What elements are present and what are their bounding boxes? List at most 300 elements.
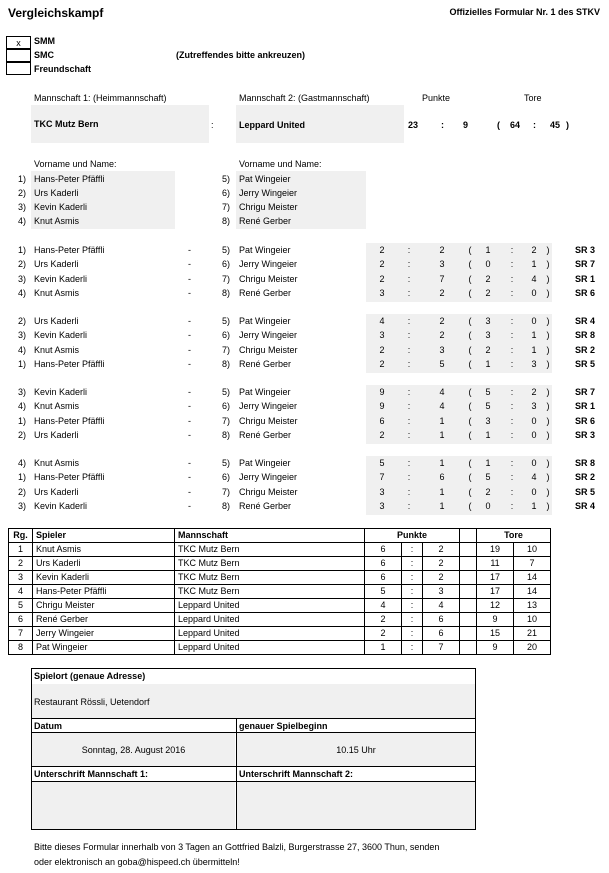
match-home-number: 3) — [17, 501, 26, 511]
team1-label: Mannschaft 1: (Heimmannschaft) — [34, 93, 167, 103]
match-referee: SR 5 — [575, 359, 596, 369]
match-away-player: Pat Wingeier — [239, 387, 291, 397]
match-goals-home: 3 — [485, 416, 491, 426]
match-referee: SR 3 — [575, 245, 596, 255]
team-cell: Leppard United — [175, 599, 365, 613]
punkte-label: Punkte — [422, 93, 451, 103]
match-goals-home: 2 — [485, 345, 491, 355]
rank-cell: 3 — [9, 571, 33, 585]
match-goals-close: ) — [546, 245, 550, 255]
match-referee: SR 1 — [575, 401, 596, 411]
match-goals-sep: : — [510, 501, 514, 511]
match-points-away: 1 — [439, 416, 445, 426]
team-cell: TKC Mutz Bern — [175, 557, 365, 571]
team-cell: TKC Mutz Bern — [175, 585, 365, 599]
points-away-cell: 2 — [423, 543, 460, 557]
match-goals-open: ( — [468, 316, 472, 326]
match-goals-home: 0 — [485, 501, 491, 511]
goals-away-cell: 10 — [514, 613, 551, 627]
match-points-home: 4 — [379, 316, 385, 326]
match-goals-sep: : — [510, 359, 514, 369]
match-points-away: 1 — [439, 501, 445, 511]
match-goals-open: ( — [468, 274, 472, 284]
goals-away-cell: 14 — [514, 571, 551, 585]
sign2-label: Unterschrift Mannschaft 2: — [239, 769, 354, 779]
match-away-player: Pat Wingeier — [239, 316, 291, 326]
match-goals-sep: : — [510, 430, 514, 440]
total-points-1: 23 — [408, 120, 419, 130]
tore-label: Tore — [524, 93, 542, 103]
form-label: Offizielles Formular Nr. 1 des STKV — [449, 7, 600, 17]
match-points-sep: : — [407, 345, 411, 355]
match-goals-away: 3 — [531, 401, 537, 411]
points-away-cell: 7 — [423, 641, 460, 655]
match-points-sep: : — [407, 458, 411, 468]
points-sep-cell: : — [402, 585, 423, 599]
match-dash: - — [188, 259, 191, 269]
match-home-player: Kevin Kaderli — [34, 330, 88, 340]
match-home-number: 1) — [17, 245, 26, 255]
checkbox-smc[interactable] — [6, 49, 31, 62]
match-home-player: Knut Asmis — [34, 345, 80, 355]
goals-home-cell: 9 — [477, 613, 514, 627]
points-sep-cell: : — [402, 641, 423, 655]
home-roster-number: 3) — [17, 202, 26, 212]
match-dash: - — [188, 487, 191, 497]
match-away-number: 6) — [221, 472, 230, 482]
match-points-sep: : — [407, 359, 411, 369]
points-away-cell: 2 — [423, 571, 460, 585]
match-points-sep: : — [407, 501, 411, 511]
player-cell: Kevin Kaderli — [33, 571, 175, 585]
team2-name: Leppard United — [239, 120, 306, 130]
match-points-sep: : — [407, 330, 411, 340]
match-goals-close: ) — [546, 472, 550, 482]
match-goals-sep: : — [510, 288, 514, 298]
gap-cell — [460, 571, 477, 585]
points-sep-cell: : — [402, 557, 423, 571]
match-home-number: 4) — [17, 401, 26, 411]
match-dash: - — [188, 458, 191, 468]
match-goals-close: ) — [546, 487, 550, 497]
match-goals-home: 2 — [485, 274, 491, 284]
points-sep-cell: : — [402, 627, 423, 641]
match-goals-home: 2 — [485, 487, 491, 497]
match-goals-away: 1 — [531, 501, 537, 511]
match-away-player: Jerry Wingeier — [239, 330, 298, 340]
match-away-number: 7) — [221, 274, 230, 284]
match-home-player: Urs Kaderli — [34, 487, 79, 497]
match-away-number: 8) — [221, 288, 230, 298]
ranking-row — [9, 585, 551, 599]
sign1-label: Unterschrift Mannschaft 1: — [34, 769, 149, 779]
match-home-number: 1) — [17, 359, 26, 369]
ranking-row — [9, 599, 551, 613]
match-points-home: 2 — [379, 245, 385, 255]
team1-name: TKC Mutz Bern — [34, 119, 99, 129]
team-cell: Leppard United — [175, 613, 365, 627]
match-points-home: 3 — [379, 501, 385, 511]
goals-home-cell: 19 — [477, 543, 514, 557]
match-points-home: 2 — [379, 359, 385, 369]
match-goals-away: 2 — [531, 387, 537, 397]
date-value[interactable]: Sonntag, 28. August 2016 — [81, 745, 186, 755]
rank-cell: 7 — [9, 627, 33, 641]
match-dash: - — [188, 245, 191, 255]
match-points-home: 5 — [379, 458, 385, 468]
match-points-away: 4 — [439, 387, 445, 397]
away-roster-number: 5) — [221, 174, 230, 184]
col-gap — [460, 529, 477, 543]
home-roster-number: 4) — [17, 216, 26, 226]
match-away-number: 8) — [221, 501, 230, 511]
goals-away-cell: 21 — [514, 627, 551, 641]
match-referee: SR 8 — [575, 458, 596, 468]
match-points-away: 2 — [439, 288, 445, 298]
match-away-player: Pat Wingeier — [239, 458, 291, 468]
match-goals-open: ( — [468, 288, 472, 298]
goals-home-cell: 15 — [477, 627, 514, 641]
match-goals-open: ( — [468, 501, 472, 511]
ranking-row — [9, 627, 551, 641]
rank-cell: 4 — [9, 585, 33, 599]
checkbox-smm[interactable]: x — [6, 36, 31, 49]
sign2-field[interactable] — [237, 782, 475, 829]
match-away-number: 5) — [221, 316, 230, 326]
match-goals-away: 4 — [531, 274, 537, 284]
match-goals-sep: : — [510, 259, 514, 269]
match-home-number: 4) — [17, 458, 26, 468]
ranking-row — [9, 613, 551, 627]
match-goals-open: ( — [468, 430, 472, 440]
home-roster-name: Hans-Peter Pfäffli — [34, 174, 105, 184]
home-roster-name: Kevin Kaderli — [34, 202, 88, 212]
match-home-number: 4) — [17, 345, 26, 355]
goals-away-cell: 20 — [514, 641, 551, 655]
match-home-player: Urs Kaderli — [34, 430, 79, 440]
match-points-away: 2 — [439, 316, 445, 326]
match-away-number: 6) — [221, 401, 230, 411]
rank-cell: 8 — [9, 641, 33, 655]
match-home-number: 1) — [17, 472, 26, 482]
match-goals-close: ) — [546, 458, 550, 468]
match-home-number: 2) — [17, 430, 26, 440]
match-away-player: René Gerber — [239, 501, 292, 511]
match-points-away: 4 — [439, 401, 445, 411]
match-goals-sep: : — [510, 416, 514, 426]
match-away-number: 8) — [221, 430, 230, 440]
match-goals-close: ) — [546, 316, 550, 326]
goals-open-paren: ( — [497, 120, 500, 130]
match-goals-sep: : — [510, 245, 514, 255]
checkbox-freundschaft[interactable] — [6, 62, 31, 75]
match-home-number: 3) — [17, 387, 26, 397]
match-goals-away: 1 — [531, 330, 537, 340]
match-points-home: 6 — [379, 416, 385, 426]
match-away-player: Chrigu Meister — [239, 274, 298, 284]
match-points-away: 1 — [439, 458, 445, 468]
match-away-player: René Gerber — [239, 430, 292, 440]
ranking-row — [9, 543, 551, 557]
match-goals-close: ) — [546, 359, 550, 369]
match-goals-away: 0 — [531, 430, 537, 440]
match-home-number: 4) — [17, 288, 26, 298]
away-roster-number: 8) — [221, 216, 230, 226]
match-points-away: 2 — [439, 245, 445, 255]
match-goals-close: ) — [546, 401, 550, 411]
match-points-home: 9 — [379, 401, 385, 411]
match-dash: - — [188, 430, 191, 440]
match-goals-sep: : — [510, 274, 514, 284]
match-away-player: Pat Wingeier — [239, 245, 291, 255]
match-referee: SR 2 — [575, 345, 596, 355]
match-points-away: 6 — [439, 472, 445, 482]
home-roster-number: 2) — [17, 188, 26, 198]
match-referee: SR 7 — [575, 387, 596, 397]
sign1-field[interactable] — [32, 782, 235, 829]
match-away-number: 5) — [221, 245, 230, 255]
points-home-cell: 2 — [365, 627, 402, 641]
label-smm: SMM — [34, 36, 55, 46]
match-home-player: Hans-Peter Pfäffli — [34, 359, 105, 369]
match-away-number: 5) — [221, 458, 230, 468]
goals-away-cell: 7 — [514, 557, 551, 571]
match-away-player: Jerry Wingeier — [239, 472, 298, 482]
points-home-cell: 6 — [365, 543, 402, 557]
goals-home-cell: 9 — [477, 641, 514, 655]
match-points-home: 3 — [379, 288, 385, 298]
match-goals-away: 0 — [531, 487, 537, 497]
away-roster-number: 7) — [221, 202, 230, 212]
match-home-player: Hans-Peter Pfäffli — [34, 416, 105, 426]
home-roster-name: Knut Asmis — [34, 216, 80, 226]
match-goals-away: 0 — [531, 416, 537, 426]
points-sep-cell: : — [402, 613, 423, 627]
match-points-sep: : — [407, 288, 411, 298]
match-home-player: Hans-Peter Pfäffli — [34, 245, 105, 255]
goals-home-cell: 12 — [477, 599, 514, 613]
rank-cell: 6 — [9, 613, 33, 627]
match-points-sep: : — [407, 401, 411, 411]
mode-hint: (Zutreffendes bitte ankreuzen) — [176, 50, 306, 60]
goals-home-cell: 17 — [477, 585, 514, 599]
match-goals-close: ) — [546, 345, 550, 355]
match-points-away: 5 — [439, 359, 445, 369]
col-goals: Tore — [477, 529, 551, 543]
team-cell: Leppard United — [175, 641, 365, 655]
away-roster-number: 6) — [221, 188, 230, 198]
venue-label: Spielort (genaue Adresse) — [34, 671, 146, 681]
match-referee: SR 4 — [575, 501, 596, 511]
team-cell: Leppard United — [175, 627, 365, 641]
match-goals-close: ) — [546, 259, 550, 269]
match-home-number: 3) — [17, 330, 26, 340]
player-cell: Urs Kaderli — [33, 557, 175, 571]
points-sep-cell: : — [402, 543, 423, 557]
match-goals-sep: : — [510, 345, 514, 355]
away-roster-label: Vorname und Name: — [239, 159, 322, 169]
match-points-away: 7 — [439, 274, 445, 284]
match-goals-home: 1 — [485, 359, 491, 369]
match-away-number: 8) — [221, 359, 230, 369]
match-points-sep: : — [407, 316, 411, 326]
date-label: Datum — [34, 721, 63, 731]
match-home-player: Urs Kaderli — [34, 259, 79, 269]
match-home-number: 3) — [17, 274, 26, 284]
match-away-player: Jerry Wingeier — [239, 259, 298, 269]
match-referee: SR 3 — [575, 430, 596, 440]
venue-value[interactable]: Restaurant Rössli, Uetendorf — [34, 697, 150, 707]
match-dash: - — [188, 501, 191, 511]
match-goals-open: ( — [468, 472, 472, 482]
points-separator: : — [441, 120, 444, 130]
match-dash: - — [188, 345, 191, 355]
player-cell: Pat Wingeier — [33, 641, 175, 655]
match-home-player: Knut Asmis — [34, 401, 80, 411]
match-points-sep: : — [407, 416, 411, 426]
points-away-cell: 2 — [423, 557, 460, 571]
team-separator: : — [211, 120, 214, 130]
match-goals-open: ( — [468, 458, 472, 468]
match-dash: - — [188, 330, 191, 340]
match-goals-home: 1 — [485, 430, 491, 440]
match-points-home: 2 — [379, 430, 385, 440]
match-referee: SR 1 — [575, 274, 596, 284]
points-away-cell: 3 — [423, 585, 460, 599]
match-goals-away: 3 — [531, 359, 537, 369]
label-freundschaft: Freundschaft — [34, 64, 92, 74]
match-points-home: 3 — [379, 487, 385, 497]
match-goals-open: ( — [468, 359, 472, 369]
match-points-home: 9 — [379, 387, 385, 397]
ranking-row — [9, 641, 551, 655]
match-points-away: 3 — [439, 345, 445, 355]
goals-away-cell: 13 — [514, 599, 551, 613]
total-points-2: 9 — [463, 120, 469, 130]
away-roster-name: Chrigu Meister — [239, 202, 298, 212]
match-referee: SR 6 — [575, 288, 596, 298]
match-goals-home: 1 — [485, 458, 491, 468]
match-goals-open: ( — [468, 416, 472, 426]
start-value[interactable]: 10.15 Uhr — [336, 745, 376, 755]
match-points-away: 3 — [439, 259, 445, 269]
match-goals-close: ) — [546, 288, 550, 298]
form-title: Vergleichskampf — [8, 6, 104, 20]
match-home-number: 2) — [17, 316, 26, 326]
points-away-cell: 4 — [423, 599, 460, 613]
match-goals-close: ) — [546, 416, 550, 426]
match-home-number: 2) — [17, 259, 26, 269]
footer-line1: Bitte dieses Formular innerhalb von 3 Tagen an Gottfried Balzli, Burgerstrasse 27, 3600 Thun, senden — [34, 842, 440, 852]
team-cell: TKC Mutz Bern — [175, 543, 365, 557]
gap-cell — [460, 599, 477, 613]
player-cell: Jerry Wingeier — [33, 627, 175, 641]
match-goals-close: ) — [546, 501, 550, 511]
points-sep-cell: : — [402, 571, 423, 585]
away-roster-name: René Gerber — [239, 216, 292, 226]
match-away-number: 7) — [221, 345, 230, 355]
player-cell: Hans-Peter Pfäffli — [33, 585, 175, 599]
match-home-player: Kevin Kaderli — [34, 501, 88, 511]
match-home-player: Hans-Peter Pfäffli — [34, 472, 105, 482]
col-rank: Rg. — [9, 529, 33, 543]
match-goals-close: ) — [546, 330, 550, 340]
match-home-number: 1) — [17, 416, 26, 426]
points-home-cell: 6 — [365, 571, 402, 585]
match-goals-home: 0 — [485, 259, 491, 269]
points-home-cell: 5 — [365, 585, 402, 599]
match-away-number: 6) — [221, 330, 230, 340]
match-points-sep: : — [407, 430, 411, 440]
match-goals-close: ) — [546, 274, 550, 284]
goals-home-cell: 17 — [477, 571, 514, 585]
match-away-number: 7) — [221, 416, 230, 426]
gap-cell — [460, 585, 477, 599]
label-smc: SMC — [34, 50, 54, 60]
points-away-cell: 6 — [423, 627, 460, 641]
match-dash: - — [188, 274, 191, 284]
match-goals-away: 1 — [531, 259, 537, 269]
match-goals-away: 2 — [531, 245, 537, 255]
match-goals-sep: : — [510, 316, 514, 326]
match-referee: SR 2 — [575, 472, 596, 482]
match-goals-open: ( — [468, 487, 472, 497]
points-home-cell: 1 — [365, 641, 402, 655]
match-dash: - — [188, 416, 191, 426]
gap-cell — [460, 613, 477, 627]
away-roster-name: Jerry Wingeier — [239, 188, 298, 198]
match-away-player: Chrigu Meister — [239, 487, 298, 497]
match-goals-home: 5 — [485, 401, 491, 411]
match-referee: SR 7 — [575, 259, 596, 269]
gap-cell — [460, 543, 477, 557]
away-roster-name: Pat Wingeier — [239, 174, 291, 184]
match-goals-away: 0 — [531, 288, 537, 298]
rank-cell: 2 — [9, 557, 33, 571]
match-points-sep: : — [407, 274, 411, 284]
match-goals-home: 2 — [485, 288, 491, 298]
match-points-home: 7 — [379, 472, 385, 482]
rank-cell: 5 — [9, 599, 33, 613]
goals-away-cell: 14 — [514, 585, 551, 599]
col-team: Mannschaft — [175, 529, 365, 543]
player-cell: Chrigu Meister — [33, 599, 175, 613]
match-goals-home: 3 — [485, 330, 491, 340]
match-away-number: 7) — [221, 487, 230, 497]
match-points-away: 1 — [439, 487, 445, 497]
home-roster-label: Vorname und Name: — [34, 159, 117, 169]
match-dash: - — [188, 401, 191, 411]
team2-label: Mannschaft 2: (Gastmannschaft) — [239, 93, 370, 103]
match-goals-sep: : — [510, 401, 514, 411]
match-away-player: Jerry Wingeier — [239, 401, 298, 411]
match-goals-sep: : — [510, 487, 514, 497]
match-points-home: 2 — [379, 274, 385, 284]
match-points-sep: : — [407, 245, 411, 255]
match-dash: - — [188, 359, 191, 369]
match-referee: SR 6 — [575, 416, 596, 426]
match-goals-close: ) — [546, 430, 550, 440]
ranking-row — [9, 571, 551, 585]
match-goals-away: 1 — [531, 345, 537, 355]
match-home-number: 2) — [17, 487, 26, 497]
match-points-away: 1 — [439, 430, 445, 440]
match-goals-open: ( — [468, 345, 472, 355]
total-goals-1: 64 — [510, 120, 521, 130]
points-home-cell: 2 — [365, 613, 402, 627]
match-home-player: Urs Kaderli — [34, 316, 79, 326]
match-goals-away: 0 — [531, 316, 537, 326]
